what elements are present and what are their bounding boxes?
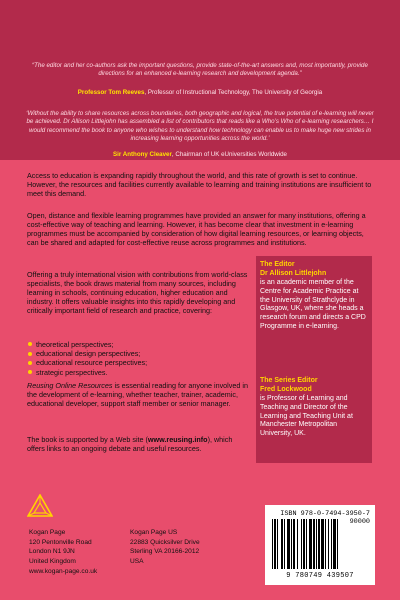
- address-line: USA: [130, 558, 144, 566]
- list-item: educational design perspectives;: [27, 349, 249, 358]
- series-editor-bio: is Professor of Learning and Teaching and Director of the Learning and Teaching Unit at Manchester Metropolitan University, UK.: [260, 395, 353, 438]
- barcode-icon: [270, 519, 370, 571]
- quote-author: Sir Anthony Cleaver: [112, 151, 172, 158]
- isbn-number: ISBN 978-0-7494-3950-7: [280, 510, 370, 518]
- address-line: Kogan Page: [29, 529, 66, 536]
- address-line: United Kingdom: [29, 558, 76, 566]
- editor-bio: is an academic member of the Centre for Academic Practice at the University of Strathclyde in Glasgow, UK, where she heads a research forum and directs a CPD Programme in e-learning.: [260, 279, 366, 330]
- series-editor-heading: The Series Editor: [260, 377, 318, 384]
- barcode-digits: 9 780749 439507: [286, 572, 354, 580]
- price-code: 90000: [349, 518, 370, 526]
- editor-name: Dr Allison Littlejohn: [260, 270, 327, 277]
- quote-attribution: [24, 89, 376, 97]
- list-item: theoretical perspectives;: [27, 340, 249, 349]
- list-item: strategic perspectives.: [27, 368, 249, 377]
- topics-list: [27, 340, 249, 377]
- quote-text: “The editor and her co-authors ask the important questions, provide state-of-the-art answers and, most importantly, provide directions for an enhanced e-learning research and development agenda.”: [32, 62, 368, 78]
- blurb-text: The book is supported by a Web site (: [27, 435, 148, 444]
- editor-heading: The Editor: [260, 261, 295, 268]
- series-editor-name: Fred Lockwood: [260, 386, 312, 393]
- blurb-paragraph: Open, distance and flexible learning programmes have provided an answer for many institutions, offering a cost-effective way of teaching and learning. However, it has become clear that investment in e-learning programmes must be accompanied by consideration of how digital learning resources, or learning objects, can be shared and adapted for cost-effective reuse across programmes and institutions.: [27, 211, 366, 248]
- website-paragraph: [27, 435, 249, 453]
- kogan-page-logo-icon: [27, 494, 53, 524]
- address-line: 22883 Quicksilver Drive: [130, 538, 200, 546]
- address-line: London N1 9JN: [29, 548, 75, 556]
- quote-affiliation: , Professor of Instructional Technology, The University of Georgia: [144, 89, 323, 96]
- quote-author: Professor Tom Reeves: [77, 89, 145, 96]
- website-link[interactable]: www.reusing.info: [147, 435, 208, 444]
- blurb-text: is essential reading for anyone involved in the development of e-learning, whether teacher, trainer, academic, educational developer, support staff member or senior manager.: [27, 381, 248, 409]
- publisher-us-address: [130, 528, 200, 567]
- address-line: Sterling VA 20166-2012: [130, 548, 200, 556]
- publisher-website-link[interactable]: www.kogan-page.co.uk: [29, 567, 98, 575]
- blurb-paragraph: Access to education is expanding rapidly throughout the world, and this rate of growth is set to continue. However, the resources and facilities currently available to learning and training institutions are insufficient to meet this demand.: [27, 171, 372, 199]
- quote-text: ‘Without the ability to share resources across boundaries, both geographic and logical, the true potential of e-learning will never be achieved. Dr Allison Littlejohn has assembled a list of contributors that reads like a Who’s Who of e-learning researchers… I would recommend the book to anyone who wishes to understand how technology can enable us to make huge new strides in increasing learning opportunities across the world.’: [26, 110, 374, 142]
- blurb-paragraph: Offering a truly international vision with contributions from world-class specialists, the book draws material from many sources, including learning in schools, continuing education, higher education and industry. It offers valuable insights into this rapidly developing and critically important field of research and practice, covering:: [27, 270, 248, 316]
- address-line: Kogan Page US: [130, 529, 178, 536]
- list-item: educational resource perspectives;: [27, 358, 249, 367]
- publisher-uk-address: [29, 528, 97, 577]
- quote-attribution: [24, 151, 376, 159]
- book-title: Reusing Online Resources: [27, 381, 113, 390]
- quote-affiliation: , Chairman of UK eUniversities Worldwide: [171, 151, 287, 158]
- blurb-text: ), which offers links to an ongoing debate and useful resources.: [27, 435, 233, 454]
- address-line: 120 Pentonville Road: [29, 538, 92, 546]
- blurb-paragraph: [27, 381, 253, 408]
